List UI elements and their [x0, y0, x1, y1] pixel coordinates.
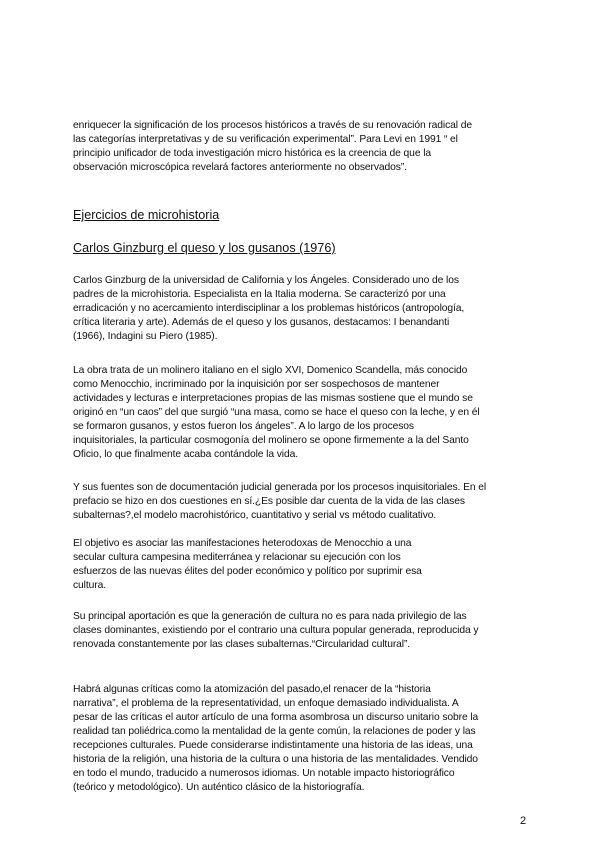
text-line: renovada constantemente por las clases subalternas.“Circularidad cultural”. [73, 639, 411, 650]
text-line: inquisitoriales, la particular cosmogonía del molinero se opone firmemente a la del Santo [73, 435, 469, 446]
text-line: originó en “un caos” del que surgió “una masa, como se hace el queso con la leche, y en él [73, 407, 480, 418]
text-line: pesar de las críticas el autor artículo de una forma asombrosa un discurso unitario sobre la [73, 712, 479, 723]
text-line: prefacio se hizo en dos cuestiones en sí.¿Es posible dar cuenta de la vida de las clases [73, 496, 465, 507]
text-line: las categorías interpretativas y de su verificación experimental”. Para Levi en 1991 “ el [73, 134, 458, 145]
text-line: crítica literaria y arte). Además de el queso y los gusanos, destacamos: I benandanti [73, 317, 450, 328]
text-line: erradicación y no acercamiento interdisciplinar a los problemas históricos (antropología, [73, 303, 465, 314]
text-line: observación microscópica revelará factores anteriormente no observados”. [73, 162, 407, 173]
text-line: cultura. [73, 580, 106, 591]
text-line: (1966), Indagini su Piero (1985). [73, 331, 218, 342]
text-line: narrativa”, el problema de la representatividad, un enfoque demasiado individualista. A [73, 698, 459, 709]
text-line: La obra trata de un molinero italiano en el siglo XVI, Domenico Scandella, más conocido [73, 365, 468, 376]
text-line: se formaron gusanos, y estos fueron los ángeles”. A lo largo de los procesos [73, 421, 414, 432]
text-line: secular cultura campesina mediterránea y relacionar su ejecución con los [73, 552, 401, 563]
text-line: Carlos Ginzburg de la universidad de California y los Ángeles. Considerado uno de los [73, 275, 459, 286]
text-line: historia de la religión, una historia de la cultura o una historia de las mentalidades. Vendido [73, 754, 478, 765]
text-line: recepciones culturales. Puede considerarse indistintamente una historia de las ideas, una [73, 740, 473, 751]
page-number: 2 [520, 815, 527, 827]
subsection-heading: Carlos Ginzburg el queso y los gusanos (1976) [73, 241, 336, 255]
text-line: Y sus fuentes son de documentación judicial generada por los procesos inquisitoriales. En el [73, 482, 487, 493]
text-line: como Menocchio, incriminado por la inquisición por ser sospechosos de mantener [73, 379, 440, 390]
text-line: subalternas?,el modelo macrohistórico, cuantitativo y serial vs método cualitativo. [73, 510, 437, 521]
text-line: Habrá algunas críticas como la atomización del pasado,el renacer de la “historia [73, 684, 431, 695]
text-line: esfuerzos de las nuevas élites del poder económico y político por suprimir esa [73, 566, 422, 577]
text-line: en todo el mundo, traducido a numerosos idiomas. Un notable impacto historiográfico [73, 768, 455, 779]
text-line: Oficio, lo que finalmente acaba contándole la vida. [73, 449, 299, 460]
section-heading: Ejercicios de microhistoria [73, 208, 220, 222]
text-line: enriquecer la significación de los procesos históricos a través de su renovación radical de [73, 120, 472, 131]
text-line: (teórico y metodológico). Un auténtico clásico de la historiografía. [73, 782, 365, 793]
text-line: realidad tan poliédrica.como la mentalidad de la gente común, la relaciones de poder y las [73, 726, 476, 737]
text-line: El objetivo es asociar las manifestaciones heterodoxas de Menocchio a una [73, 538, 412, 549]
text-line: padres de la microhistoria. Especialista en la Italia moderna. Se caracterizó por una [73, 289, 446, 300]
text-line: actividades y lecturas e interpretaciones propias de las mismas sostiene que el mundo se [73, 393, 473, 404]
text-line: clases dominantes, existiendo por el contrario una cultura popular generada, reproducida y [73, 625, 479, 636]
text-line: principio unificador de toda investigación micro histórica es la creencia de que la [73, 148, 432, 159]
text-line: Su principal aportación es que la generación de cultura no es para nada privilegio de las [73, 611, 467, 622]
